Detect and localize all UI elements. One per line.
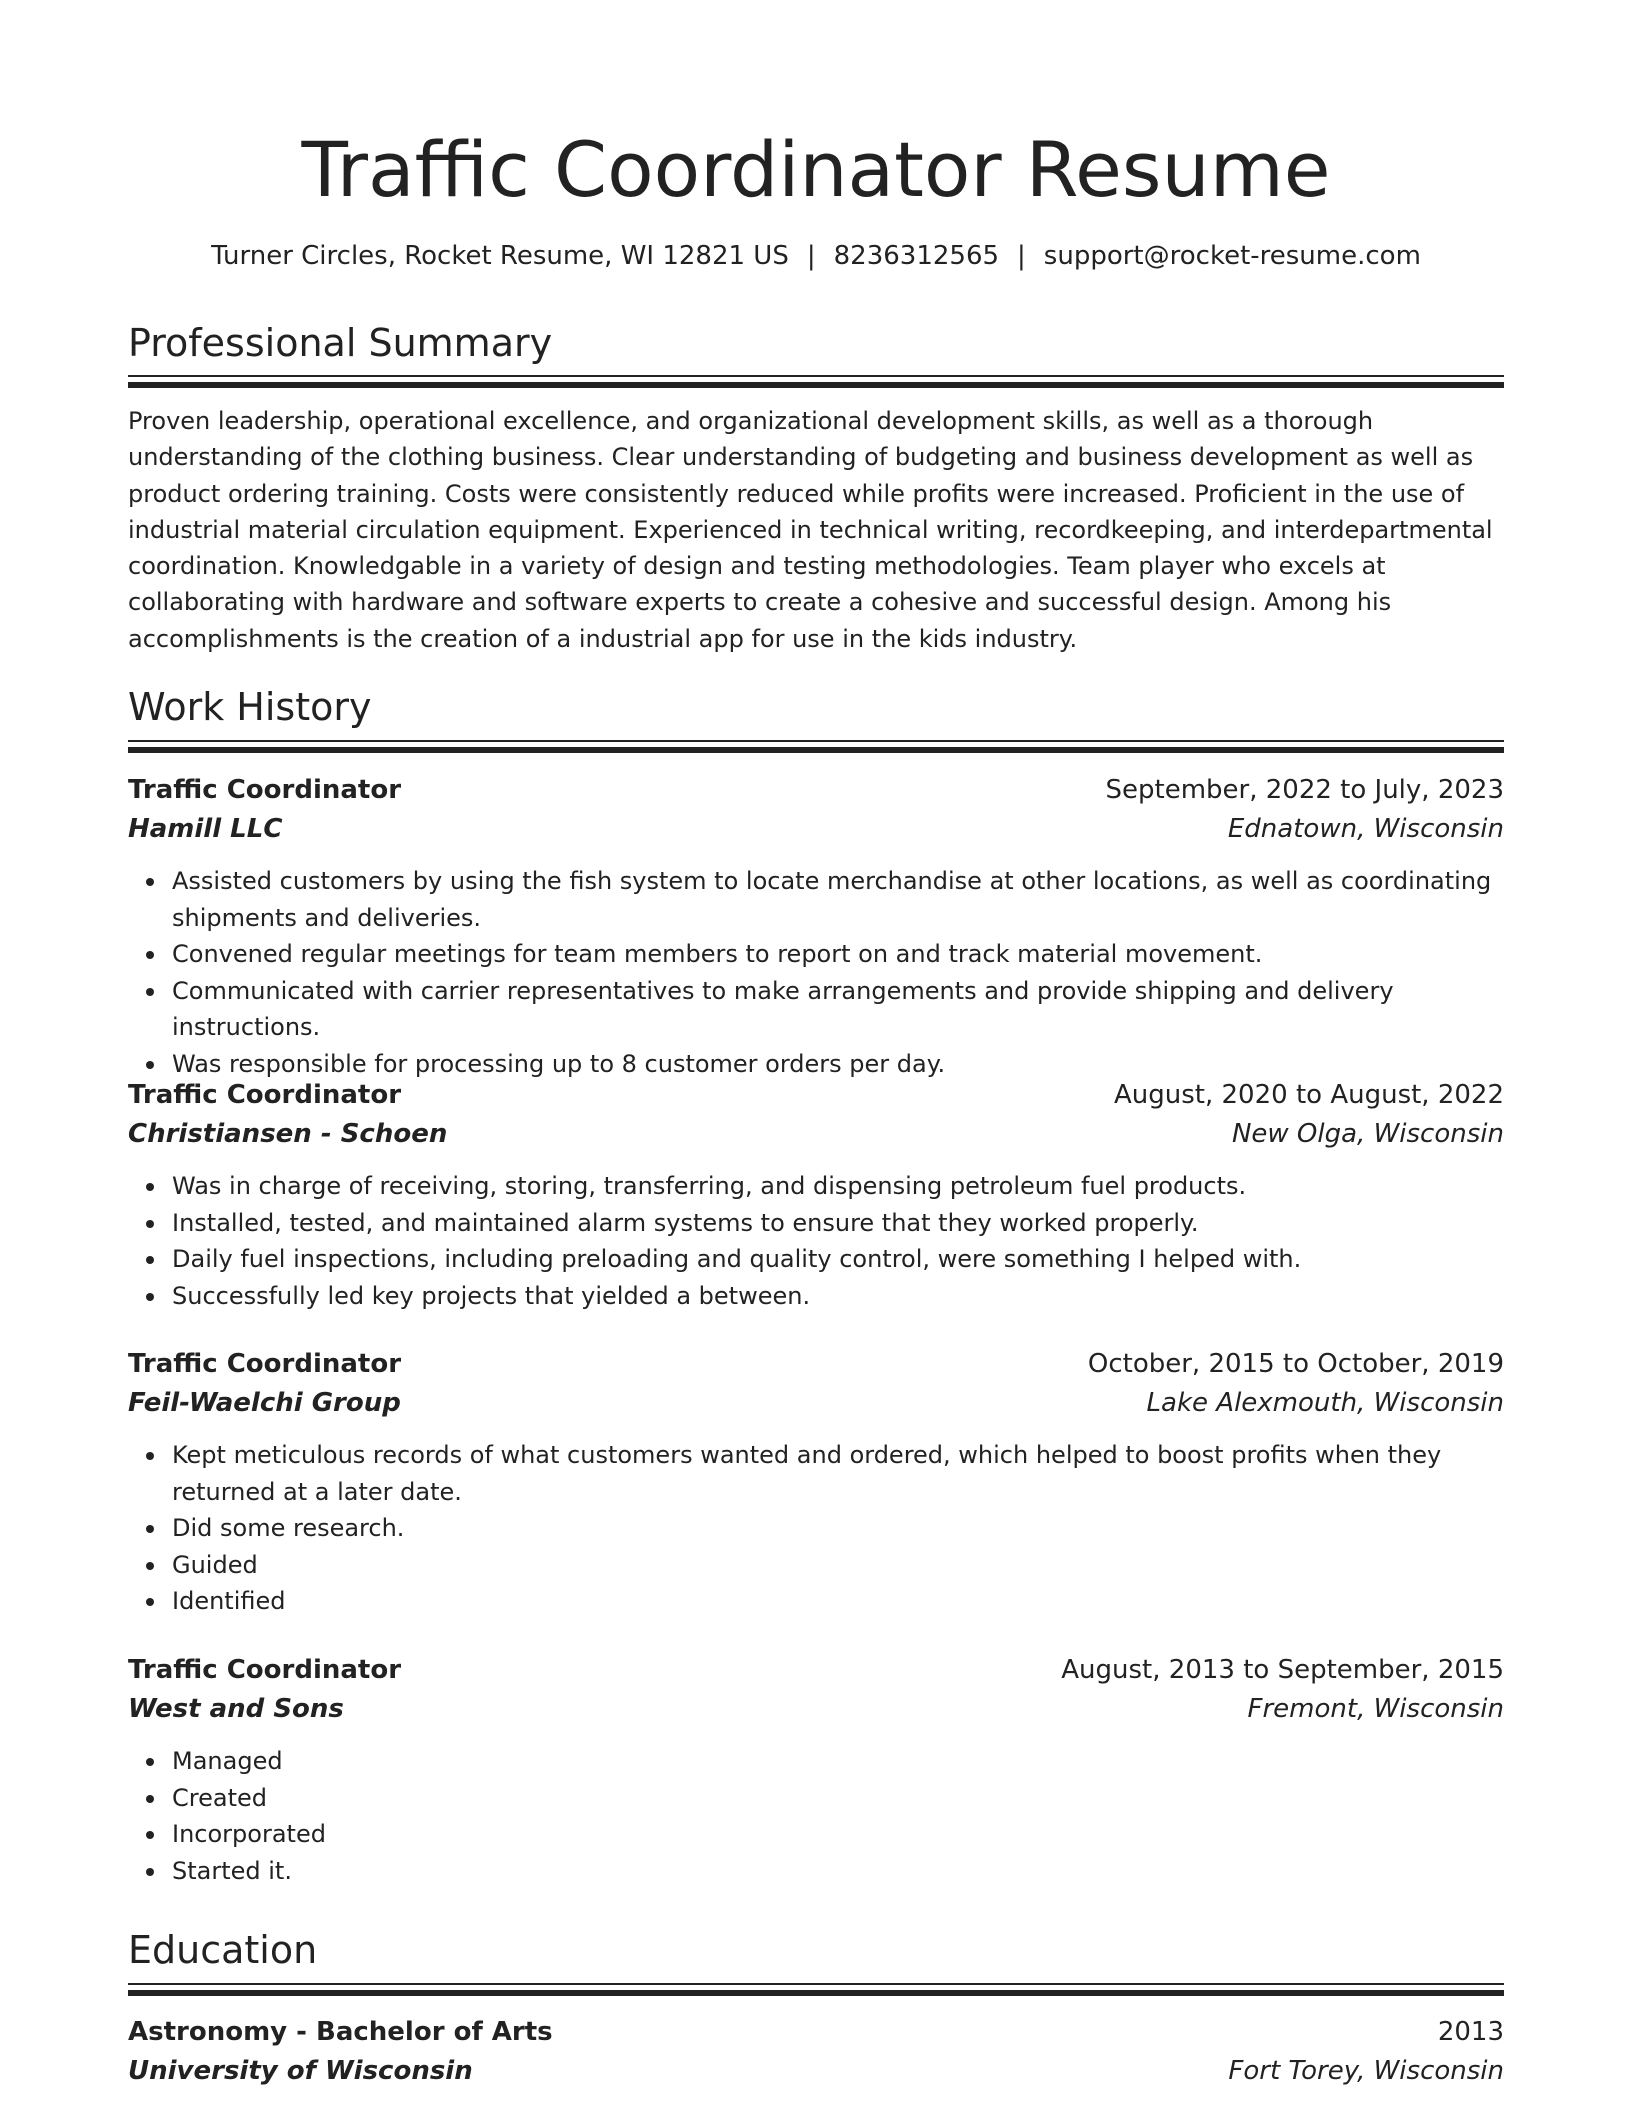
education-school: University of Wisconsin [128,2056,473,2086]
job-company-row [128,1115,1504,1154]
job-bullet: Created [172,1780,1504,1817]
section-heading-summary: Professional Summary [128,321,553,365]
contact-separator: | [1017,241,1026,271]
contact-email: support@rocket-resume.com [1043,241,1421,271]
job-company: Christiansen - Schoen [128,1119,448,1149]
education-entry [128,2013,1504,2091]
resume-title: Traffic Coordinator Resume [301,125,1331,214]
job-title: Traffic Coordinator [128,1349,402,1379]
job-bullet: Started it. [172,1853,1504,1890]
section-heading-work-history: Work History [128,685,372,729]
job-title: Traffic Coordinator [128,1655,402,1685]
job-company: Feil-Waelchi Group [128,1388,401,1418]
job-bullet-list [128,863,1504,1082]
section-divider [128,375,1504,388]
job-bullet: Was in charge of receiving, storing, transferring, and dispensing petroleum fuel products. [172,1168,1504,1205]
job-location: Fremont, Wisconsin [1247,1694,1504,1724]
job-bullet: Successfully led key projects that yielded a between. [172,1278,1504,1315]
job-entry [128,1651,1504,1889]
job-dates: September, 2022 to July, 2023 [1105,775,1504,805]
job-header-row [128,1076,1504,1115]
education-school-row [128,2052,1504,2091]
job-entry [128,1345,1504,1620]
job-entry [128,771,1504,1082]
job-entry [128,1076,1504,1314]
job-company-row [128,1384,1504,1423]
job-dates: August, 2013 to September, 2015 [1061,1655,1504,1685]
job-bullet-list [128,1437,1504,1620]
job-header-row [128,771,1504,810]
education-year: 2013 [1437,2017,1504,2047]
job-header-row [128,1345,1504,1384]
job-bullet: Daily fuel inspections, including preloading and quality control, were something I helped with. [172,1241,1504,1278]
job-company-row [128,810,1504,849]
job-location: Lake Alexmouth, Wisconsin [1146,1388,1504,1418]
job-bullet: Assisted customers by using the fish system to locate merchandise at other locations, as well as coordinating shipments and deliveries. [172,863,1504,936]
job-bullet: Convened regular meetings for team members to report on and track material movement. [172,936,1504,973]
contact-line [128,237,1504,275]
contact-separator: | [806,241,816,271]
job-bullet: Did some research. [172,1510,1504,1547]
contact-phone: 8236312565 [833,241,1000,271]
job-bullet: Identified [172,1583,1504,1620]
job-title: Traffic Coordinator [128,1080,402,1110]
education-location: Fort Torey, Wisconsin [1228,2056,1504,2086]
job-header-row [128,1651,1504,1690]
job-bullet-list [128,1168,1504,1314]
education-degree: Astronomy - Bachelor of Arts [128,2017,553,2047]
job-bullet: Incorporated [172,1816,1504,1853]
job-dates: August, 2020 to August, 2022 [1114,1080,1504,1110]
contact-address: Turner Circles, Rocket Resume, WI 12821 US [211,241,789,271]
section-divider [128,740,1504,753]
job-bullet: Installed, tested, and maintained alarm systems to ensure that they worked properly. [172,1205,1504,1242]
job-bullet: Guided [172,1547,1504,1584]
job-company-row [128,1690,1504,1729]
job-bullet: Managed [172,1743,1504,1780]
section-heading-education: Education [128,1928,318,1972]
job-company: West and Sons [128,1694,344,1724]
job-bullet: Communicated with carrier representatives to make arrangements and provide shipping and delivery instructions. [172,973,1504,1046]
job-company: Hamill LLC [128,814,283,844]
job-bullet: Kept meticulous records of what customers wanted and ordered, which helped to boost profits when they returned at a later date. [172,1437,1504,1510]
job-dates: October, 2015 to October, 2019 [1087,1349,1504,1379]
job-title: Traffic Coordinator [128,775,402,805]
job-location: Ednatown, Wisconsin [1227,814,1504,844]
job-bullet: Was responsible for processing up to 8 customer orders per day. [172,1046,1504,1083]
education-header-row [128,2013,1504,2052]
summary-text: Proven leadership, operational excellence, and organizational development skills, as well as a thorough understanding of the clothing business. Clear understanding of budgeting and business development as well as product ordering training. Costs were consistently reduced while profits were increased. Proficient in the use of industrial material circulation equipment. Experienced in technical writing, recordkeeping, and interdepartmental coordination. Knowledgable in a variety of design and testing methodologies. Team player who excels at collaborating with hardware and software experts to create a cohesive and successful design. Among his accomplishments is the creation of a industrial app for use in the kids industry. [128,407,1493,653]
job-location: New Olga, Wisconsin [1231,1119,1504,1149]
section-divider [128,1983,1504,1996]
job-bullet-list [128,1743,1504,1889]
